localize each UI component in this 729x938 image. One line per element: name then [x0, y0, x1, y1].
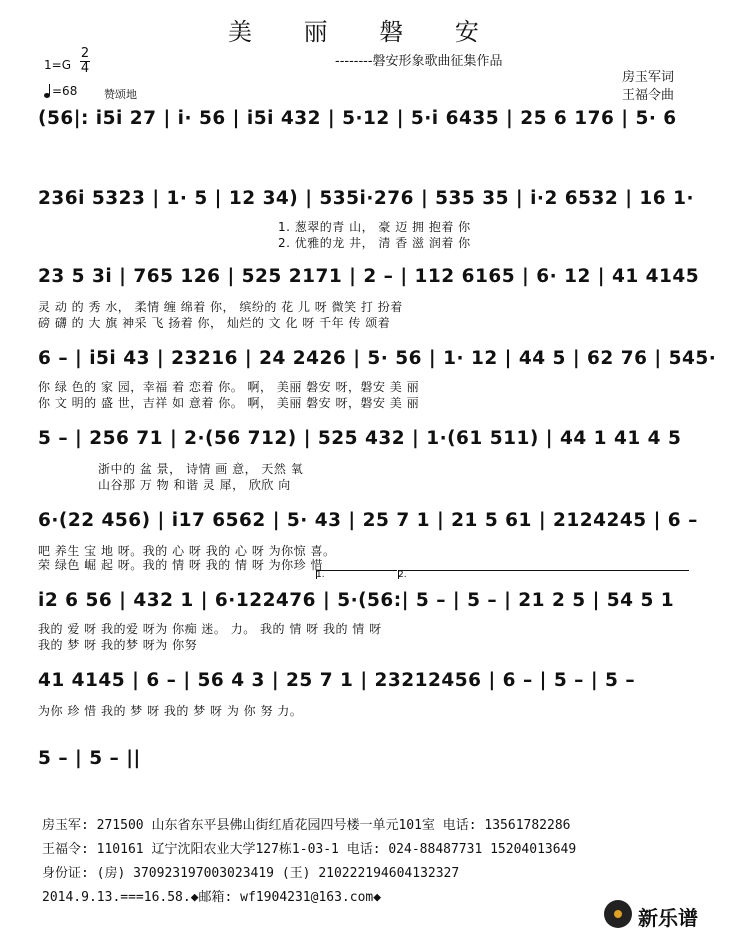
volta-1-bracket [316, 570, 397, 579]
tempo-value: =68 [52, 84, 78, 98]
footer-line-3: 身份证: (房) 370923197003023419 (王) 210222194604132327 [42, 866, 460, 881]
lyric-row-3-verse-1: 灵 动 的 秀 水， 柔情 缠 绵着 你， 缤纷的 花 儿 呀 微笑 打 扮着 [38, 300, 403, 314]
score-row-5: 5 – | 256 71 | 2·(56 712) | 525 432 | 1·(61 511) | 44 1 41 4 5 [38, 428, 682, 449]
expression-mark: 赞颂地 [104, 88, 137, 101]
score-row-8: 41 4145 | 6 – | 56 4 3 | 25 7 1 | 23212456 | 6 – | 5 – | 5 – [38, 670, 636, 691]
volta-2-label: 2. [398, 570, 407, 580]
footer-line-2: 王福令: 110161 辽宁沈阳农业大学127栋1-03-1 电话: 024-88487731 15204013649 [42, 842, 577, 857]
lyric-row-4-verse-1: 你 绿 色的 家 园，幸福 着 恋着 你。 啊， 美丽 磐安 呀，磐安 美 丽 [38, 380, 420, 394]
lyric-row-5-verse-1: 浙中的 盆 景， 诗情 画 意， 天然 氧 [98, 462, 304, 476]
composer-credit: 王福令曲 [622, 88, 675, 103]
meter-bottom: 4 [80, 61, 90, 76]
score-row-3: 23 5 3i | 765 126 | 525 2171 | 2 – | 112 6165 | 6· 12 | 41 4145 [38, 266, 700, 287]
lyric-row-4-verse-2: 你 文 明的 盛 世，吉祥 如 意着 你。 啊， 美丽 磐安 呀，磐安 美 丽 [38, 396, 420, 410]
score-row-4: 6 – | i5i 43 | 23216 | 24 2426 | 5· 56 | 1· 12 | 44 5 | 62 76 | 545· [38, 348, 717, 369]
key-signature: 1=G [44, 58, 71, 72]
song-title: 美 丽 磐 安 [228, 18, 501, 46]
lyric-row-7-verse-2: 我的 梦 呀 我的梦 呀为 你努 [38, 638, 198, 652]
lyricist-credit: 房玉军词 [622, 70, 675, 85]
score-row-6: 6·(22 456) | i17 6562 | 5· 43 | 25 7 1 | 21 5 61 | 2124245 | 6 – [38, 510, 698, 531]
footer-line-1: 房玉军: 271500 山东省东平县佛山街红盾花园四号楼一单元101室 电话: 13561782286 [42, 818, 571, 833]
lyric-row-2-verse-1: 1. 葱翠的青 山， 豪 迈 拥 抱着 你 [278, 220, 471, 234]
lyric-row-7-verse-1: 我的 爱 呀 我的爱 呀为 你痴 迷。 力。 我的 情 呀 我的 情 呀 [38, 622, 382, 636]
score-row-7: i2 6 56 | 432 1 | 6·122476 | 5·(56:| 5 – | 5 – | 21 2 5 | 54 5 1 [38, 590, 675, 611]
lyric-row-3-verse-2: 磅 礴 的 大 旗 神采 飞 扬着 你， 灿烂的 文 化 呀 千年 传 颂着 [38, 316, 391, 330]
quarter-note-icon [44, 93, 50, 98]
record-disc-icon [604, 900, 632, 928]
site-logo [604, 900, 724, 930]
time-signature [80, 47, 90, 76]
score-row-9: 5 – | 5 – || [38, 748, 141, 769]
footer-line-4: 2014.9.13.===16.58.◆邮箱: wf1904231@163.com◆ [42, 890, 382, 905]
logo-text: 新乐谱 [638, 906, 698, 930]
score-row-2: 236i 5323 | 1· 5 | 12 34) | 535i·276 | 535 35 | i·2 6532 | 16 1· [38, 188, 694, 209]
lyric-row-2-verse-2: 2. 优雅的龙 井， 清 香 滋 润着 你 [278, 236, 471, 250]
tempo-mark [44, 84, 77, 98]
volta-2-bracket [398, 570, 689, 579]
lyric-row-5-verse-2: 山谷那 万 物 和谐 灵 犀， 欣欣 向 [98, 478, 291, 492]
volta-1-label: 1. [316, 570, 325, 580]
lyric-row-8-verse-1: 为你 珍 惜 我的 梦 呀 我的 梦 呀 为 你 努 力。 [38, 704, 303, 718]
score-row-1: (56|: i5i 27 | i· 56 | i5i 432 | 5·12 | 5·i 6435 | 25 6 176 | 5· 6 [38, 108, 677, 129]
song-subtitle: --------磐安形象歌曲征集作品 [335, 54, 503, 69]
lyric-row-6-verse-2: 荣 绿色 崛 起 呀。我的 情 呀 我的 情 呀 为你珍 惜 [38, 558, 323, 572]
meter-top: 2 [80, 46, 90, 61]
lyric-row-6-verse-1: 吧 养生 宝 地 呀。我的 心 呀 我的 心 呀 为你惊 喜。 [38, 544, 336, 558]
